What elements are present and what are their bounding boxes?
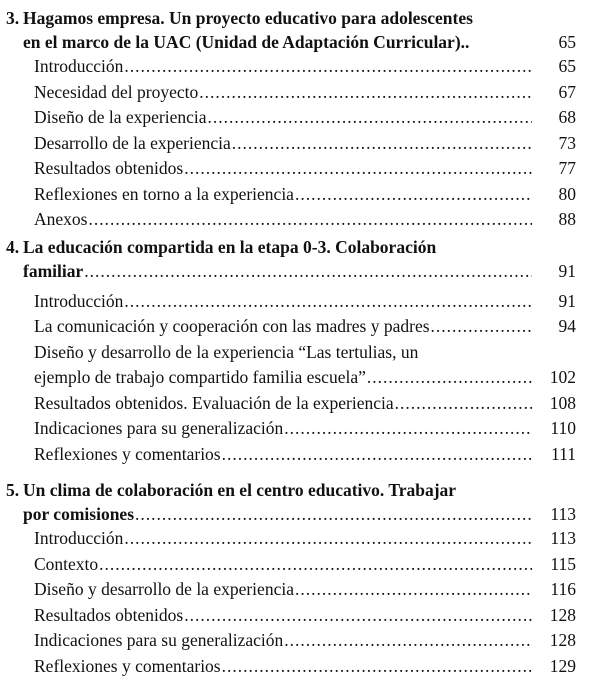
toc-entry[interactable] (0, 156, 600, 182)
toc-entry[interactable] (0, 391, 600, 417)
toc-entry[interactable] (0, 552, 600, 578)
toc-entry[interactable] (0, 80, 600, 106)
toc-entry[interactable] (0, 526, 600, 552)
entry-page-number: 115 (550, 553, 576, 574)
chapter-3 (0, 6, 600, 233)
table-of-contents (0, 6, 600, 679)
entry-label: Contexto (34, 553, 99, 574)
entry-label: Introducción (34, 528, 124, 548)
entry-label: Reflexiones en torno a la experiencia (34, 183, 294, 204)
chapter-number: 5. (6, 480, 20, 500)
dot-leader (184, 603, 532, 629)
dot-leader (124, 289, 532, 315)
entry-label: Diseño y desarrollo de la experiencia (34, 579, 294, 599)
chapter-number: 3. (6, 8, 20, 28)
toc-entry[interactable] (0, 577, 600, 603)
entry-label: Desarrollo de la experiencia (34, 132, 231, 153)
dot-leader (367, 365, 532, 391)
entry-page-number: 108 (549, 392, 576, 413)
toc-entry[interactable] (0, 182, 600, 208)
chapter-title-line (0, 6, 600, 30)
toc-entry[interactable] (0, 442, 600, 468)
dot-leader (295, 577, 532, 603)
dot-leader (284, 416, 532, 442)
entry-label: Resultados obtenidos. Evaluación de la experiencia (34, 392, 394, 413)
entry-page-number: 113 (550, 528, 576, 548)
toc-entry[interactable] (0, 131, 600, 157)
chapter-title-line (0, 502, 600, 526)
entry-label: Reflexiones y comentarios (34, 443, 221, 464)
entry-label: Resultados obtenidos (34, 158, 184, 178)
entry-page-number: 116 (550, 579, 576, 599)
chapter-title: Hagamos empresa. Un proyecto educativo para adolescentes (23, 8, 473, 28)
entry-label: Introducción (34, 290, 124, 311)
entry-page-number: 80 (558, 183, 576, 204)
entry-page-number: 77 (558, 158, 576, 178)
entry-label: ejemplo de trabajo compartido familia escuela” (34, 367, 366, 387)
entry-label: Indicaciones para su generalización (34, 630, 284, 650)
toc-entry[interactable] (0, 628, 600, 654)
entry-label: La comunicación y cooperación con las madres y padres (34, 316, 430, 336)
chapter-page-number: 65 (558, 32, 576, 52)
dot-leader (284, 628, 532, 654)
dot-leader (124, 526, 532, 552)
entry-page-number: 102 (549, 367, 576, 387)
chapter-4 (0, 235, 600, 468)
entry-label: Indicaciones para su generalización (34, 418, 284, 438)
toc-entry[interactable] (0, 289, 600, 315)
chapter-title-line (0, 235, 600, 259)
toc-entry[interactable] (0, 365, 600, 391)
entry-label: Introducción (34, 56, 124, 76)
toc-entry-first-line[interactable] (0, 340, 600, 366)
dot-leader (295, 182, 532, 208)
dot-leader (222, 654, 532, 680)
toc-entry[interactable] (0, 105, 600, 131)
toc-entry[interactable] (0, 54, 600, 80)
dot-leader (184, 156, 532, 182)
entry-page-number: 94 (558, 316, 576, 336)
toc-entry[interactable] (0, 416, 600, 442)
chapter-title-line (0, 259, 600, 283)
entry-page-number: 67 (558, 81, 576, 102)
dot-leader (431, 314, 532, 340)
chapter-title-continued: familiar (23, 260, 84, 281)
entry-page-number: 128 (549, 630, 576, 650)
dot-leader (208, 105, 533, 131)
toc-entry[interactable] (0, 207, 600, 233)
entry-label: Necesidad del proyecto (34, 81, 199, 102)
chapter-title-line (0, 478, 600, 502)
entry-page-number: 111 (551, 443, 576, 464)
dot-leader (124, 54, 532, 80)
entry-page-number: 65 (558, 56, 576, 76)
chapter-title-line (0, 30, 600, 54)
entry-label: Diseño de la experiencia (34, 107, 207, 127)
dot-leader (232, 131, 532, 157)
chapter-5 (0, 478, 600, 679)
chapter-page-number: 91 (558, 260, 576, 281)
dot-leader (395, 391, 532, 417)
entry-page-number: 91 (558, 290, 576, 311)
entry-label: Anexos (34, 209, 88, 229)
dot-leader (88, 207, 532, 233)
toc-entry[interactable] (0, 603, 600, 629)
entry-label: Resultados obtenidos (34, 604, 184, 625)
chapter-title-continued: por comisiones (23, 504, 134, 524)
dot-leader (84, 259, 532, 283)
dot-leader (199, 80, 532, 106)
toc-entry[interactable] (0, 314, 600, 340)
entry-page-number: 73 (558, 132, 576, 153)
entry-page-number: 129 (549, 655, 576, 676)
chapter-title-continued: en el marco de la UAC (Unidad de Adaptación Curricular).. (23, 32, 470, 52)
chapter-number: 4. (6, 236, 20, 257)
entry-label: Diseño y desarrollo de la experiencia “Las tertulias, un (34, 341, 419, 362)
entry-label: Reflexiones y comentarios (34, 655, 221, 676)
chapter-page-number: 113 (550, 504, 576, 524)
dot-leader (99, 552, 532, 578)
entry-page-number: 128 (549, 604, 576, 625)
entry-page-number: 68 (558, 107, 576, 127)
dot-leader (222, 442, 532, 468)
entry-page-number: 88 (558, 209, 576, 229)
dot-leader (135, 502, 532, 526)
chapter-title: La educación compartida en la etapa 0-3. Colaboración (23, 236, 437, 257)
toc-entry[interactable] (0, 654, 600, 680)
entry-page-number: 110 (550, 418, 576, 438)
chapter-title: Un clima de colaboración en el centro educativo. Trabajar (23, 480, 457, 500)
